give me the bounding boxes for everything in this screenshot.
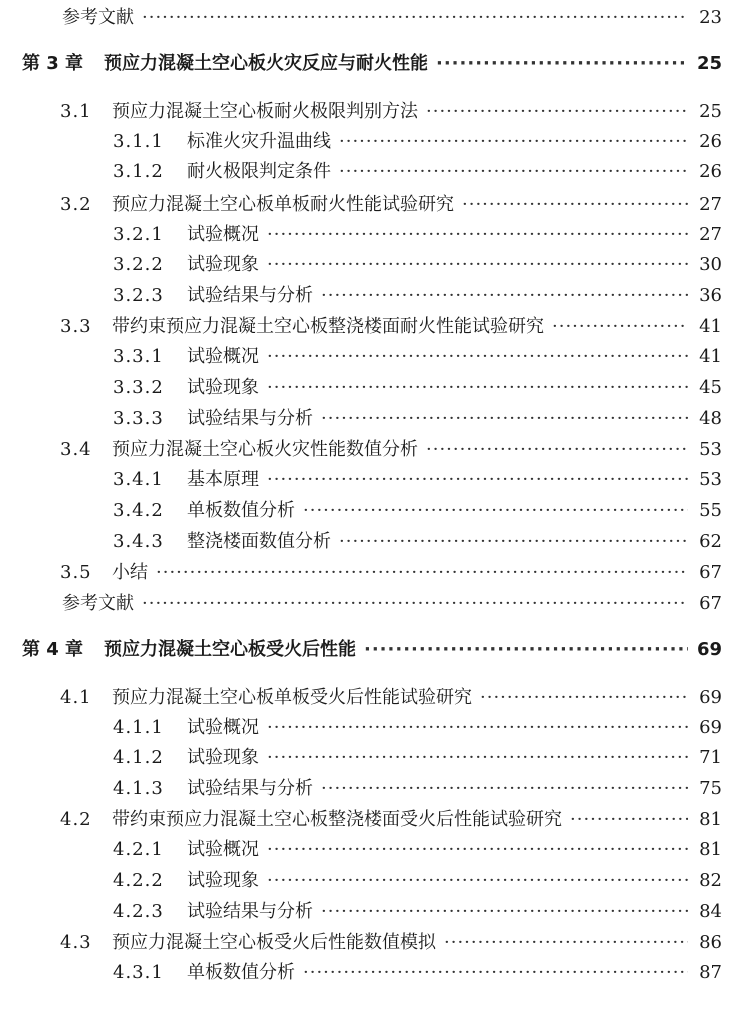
toc-entry-number: 4.2 (60, 809, 92, 830)
toc-entry[interactable] (0, 929, 750, 957)
dot-leader (267, 867, 688, 895)
toc-entry[interactable] (0, 221, 750, 249)
toc-entry[interactable] (0, 559, 750, 587)
toc-entry-title: 试验概况 (187, 346, 259, 367)
dot-leader (303, 497, 688, 525)
dot-leader (267, 221, 688, 249)
toc-entry-title: 预应力混凝土空心板火灾性能数值分析 (112, 439, 418, 460)
toc-entry-number: 3.5 (60, 562, 92, 583)
toc-entry-title: 带约束预应力混凝土空心板整浇楼面耐火性能试验研究 (112, 316, 544, 337)
toc-entry[interactable] (0, 436, 750, 464)
toc-entry-number: 3.1 (60, 101, 92, 122)
toc-entry-title: 试验现象 (187, 870, 259, 891)
toc-page-number: 23 (699, 7, 722, 28)
toc-page-number: 82 (699, 870, 722, 891)
toc-entry-title: 带约束预应力混凝土空心板整浇楼面受火后性能试验研究 (112, 809, 562, 830)
toc-entry[interactable] (0, 98, 750, 126)
toc-page-number: 48 (699, 408, 722, 429)
toc-page-number: 81 (699, 839, 722, 860)
toc-entry-number: 3.4.1 (113, 469, 164, 490)
dot-leader (267, 251, 688, 279)
toc-page-number: 55 (699, 500, 722, 521)
dot-leader (156, 559, 688, 587)
toc-page-number: 25 (699, 101, 722, 122)
toc-page-number: 75 (699, 778, 722, 799)
toc-page-number: 30 (699, 254, 722, 275)
toc-entry[interactable] (0, 684, 750, 712)
toc-page-number: 87 (699, 962, 722, 983)
toc-entry-number: 3.1.2 (113, 161, 164, 182)
toc-entry[interactable] (0, 343, 750, 371)
toc-page-number: 69 (699, 687, 722, 708)
toc-entry-title: 整浇楼面数值分析 (187, 531, 331, 552)
toc-entry[interactable] (0, 836, 750, 864)
toc-entry-title: 试验现象 (187, 254, 259, 275)
dot-leader (321, 898, 688, 926)
toc-entry-number: 4.3 (60, 932, 92, 953)
toc-entry[interactable] (0, 158, 750, 186)
toc-entry-number: 4.2.2 (113, 870, 164, 891)
dot-leader (321, 775, 688, 803)
toc-entry-number: 3.1.1 (113, 131, 164, 152)
toc-page-number: 81 (699, 809, 722, 830)
toc-entry-title: 单板数值分析 (187, 500, 295, 521)
toc-entry[interactable] (0, 744, 750, 772)
toc-entry[interactable] (0, 806, 750, 834)
toc-page-number: 36 (699, 285, 722, 306)
toc-page-number: 67 (699, 593, 722, 614)
toc-entry-number: 3.3.3 (113, 408, 164, 429)
toc-page-number: 26 (699, 161, 722, 182)
toc-entry-number: 4.2.3 (113, 901, 164, 922)
toc-page-number: 27 (699, 224, 722, 245)
toc-entry-title: 试验结果与分析 (187, 778, 313, 799)
toc-entry-number: 4.1.1 (113, 717, 164, 738)
toc-entry-title: 参考文献 (62, 7, 134, 28)
toc-entry[interactable] (0, 128, 750, 156)
toc-entry[interactable] (0, 466, 750, 494)
toc-entry[interactable] (0, 405, 750, 433)
toc-entry-number: 3.2 (60, 194, 92, 215)
dot-leader (267, 374, 688, 402)
toc-chapter-entry[interactable] (0, 50, 750, 78)
toc-entry-title: 预应力混凝土空心板单板耐火性能试验研究 (112, 194, 454, 215)
toc-entry-title: 预应力混凝土空心板耐火极限判别方法 (112, 101, 418, 122)
toc-entry-number: 3.3 (60, 316, 92, 337)
dot-leader (267, 343, 688, 371)
toc-entry-number: 4.1 (60, 687, 92, 708)
toc-entry-number: 4.2.1 (113, 839, 164, 860)
dot-leader (426, 436, 688, 464)
toc-entry[interactable] (0, 775, 750, 803)
toc-entry-number: 3.3.1 (113, 346, 164, 367)
toc-entry-title: 基本原理 (187, 469, 259, 490)
dot-leader (303, 959, 688, 987)
dot-leader (339, 158, 688, 186)
toc-entry[interactable] (0, 313, 750, 341)
toc-entry-title: 预应力混凝土空心板受火后性能 (104, 639, 356, 660)
toc-page-number: 86 (699, 932, 722, 953)
toc-entry-title: 耐火极限判定条件 (187, 161, 331, 182)
toc-entry-number: 4.1.2 (113, 747, 164, 768)
dot-leader (267, 744, 688, 772)
toc-entry-number: 第 3 章 (22, 53, 84, 74)
toc-entry-number: 3.2.1 (113, 224, 164, 245)
toc-entry-number: 3.2.3 (113, 285, 164, 306)
toc-entry-title: 预应力混凝土空心板单板受火后性能试验研究 (112, 687, 472, 708)
toc-entry-title: 预应力混凝土空心板受火后性能数值模拟 (112, 932, 436, 953)
toc-entry[interactable] (0, 374, 750, 402)
toc-entry-title: 单板数值分析 (187, 962, 295, 983)
toc-entry-number: 4.3.1 (113, 962, 164, 983)
toc-entry-title: 参考文献 (62, 593, 134, 614)
dot-leader (339, 128, 688, 156)
toc-entry-title: 试验结果与分析 (187, 901, 313, 922)
toc-entry-title: 试验概况 (187, 224, 259, 245)
toc-page-number: 45 (699, 377, 722, 398)
toc-references-entry[interactable] (0, 4, 750, 32)
toc-entry-title: 试验结果与分析 (187, 285, 313, 306)
dot-leader (267, 714, 688, 742)
toc-entry-number: 3.4.2 (113, 500, 164, 521)
toc-entry[interactable] (0, 251, 750, 279)
toc-page-number: 69 (699, 717, 722, 738)
dot-leader (570, 806, 688, 834)
dot-leader (364, 636, 688, 664)
toc-entry-number: 3.4 (60, 439, 92, 460)
dot-leader (267, 836, 688, 864)
toc-page-number: 62 (699, 531, 722, 552)
toc-entry-number: 第 4 章 (22, 639, 84, 660)
toc-page-number: 71 (699, 747, 722, 768)
toc-entry-number: 3.4.3 (113, 531, 164, 552)
toc-page-number: 41 (699, 346, 722, 367)
dot-leader (142, 4, 688, 32)
dot-leader (462, 191, 688, 219)
toc-entry[interactable] (0, 528, 750, 556)
toc-entry-title: 试验概况 (187, 839, 259, 860)
toc-page-number: 25 (696, 53, 722, 74)
toc-entry-title: 预应力混凝土空心板火灾反应与耐火性能 (104, 53, 428, 74)
toc-entry-number: 3.2.2 (113, 254, 164, 275)
toc-entry-title: 试验概况 (187, 717, 259, 738)
toc-page-number: 26 (699, 131, 722, 152)
toc-entry[interactable] (0, 497, 750, 525)
toc-entry-title: 小结 (112, 562, 148, 583)
toc-entry-title: 试验现象 (187, 747, 259, 768)
dot-leader (552, 313, 688, 341)
toc-page-number: 27 (699, 194, 722, 215)
toc-page-number: 67 (699, 562, 722, 583)
toc-page-number: 69 (696, 639, 722, 660)
toc-page-number: 84 (699, 901, 722, 922)
toc-chapter-entry[interactable] (0, 636, 750, 664)
toc-entry-number: 4.1.3 (113, 778, 164, 799)
dot-leader (267, 466, 688, 494)
toc-entry-title: 标准火灾升温曲线 (187, 131, 331, 152)
toc-entry[interactable] (0, 714, 750, 742)
dot-leader (142, 590, 688, 618)
toc-entry[interactable] (0, 959, 750, 987)
dot-leader (321, 282, 688, 310)
toc-page-number: 53 (699, 439, 722, 460)
toc-entry[interactable] (0, 282, 750, 310)
dot-leader (480, 684, 688, 712)
toc-page-number: 53 (699, 469, 722, 490)
dot-leader (321, 405, 688, 433)
toc-entry-title: 试验现象 (187, 377, 259, 398)
toc-entry-number: 3.3.2 (113, 377, 164, 398)
toc-entry[interactable] (0, 867, 750, 895)
dot-leader (436, 50, 688, 78)
toc-references-entry[interactable] (0, 590, 750, 618)
toc-entry[interactable] (0, 191, 750, 219)
dot-leader (426, 98, 688, 126)
toc-entry[interactable] (0, 898, 750, 926)
toc-entry-title: 试验结果与分析 (187, 408, 313, 429)
dot-leader (444, 929, 688, 957)
dot-leader (339, 528, 688, 556)
toc-page-number: 41 (699, 316, 722, 337)
